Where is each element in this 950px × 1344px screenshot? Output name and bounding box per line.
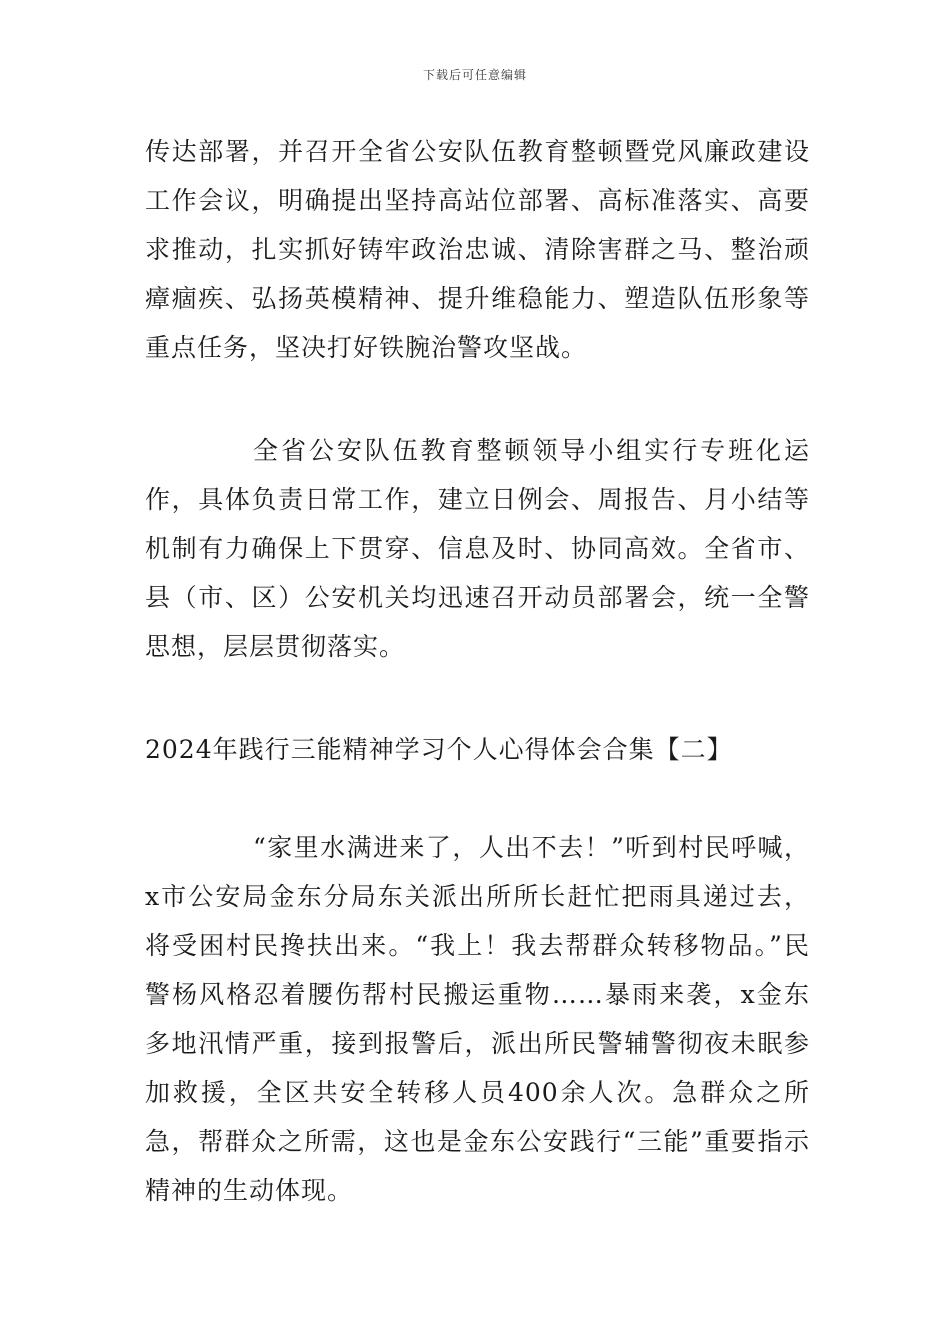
paragraph-flood-rescue: “家里水满进来了，人出不去！”听到村民呼喊，x市公安局金东分局东关派出所所长赶忙把雨具递过去，将受困村民搀扶出来。“我上！我去帮群众转移物品。”民警杨风格忍着腰伤帮村民搬运重物……暴雨来袭，x金东多地汛情严重，接到报警后，派出所民警辅警彻夜未眠参加救援，全区共安全转移人员400余人次。急群众之所急，帮群众之所需，这也是金东公安践行“三能”重要指示精神的生动体现。: [145, 833, 810, 1205]
section-heading: 2024年践行三能精神学习个人心得体会合集【二】: [145, 735, 733, 764]
paragraph-deployment: 传达部署，并召开全省公安队伍教育整顿暨党风廉政建设工作会议，明确提出坚持高站位部署、高标准落实、高要求推动，扎实抓好铸牢政治忠诚、清除害群之马、整治顽瘴痼疾、弘扬英模精神、提升维稳能力、塑造队伍形象等重点任务，坚决打好铁腕治警攻坚战。: [145, 137, 810, 362]
paragraph-leading-group: 全省公安队伍教育整顿领导小组实行专班化运作，具体负责日常工作，建立日例会、周报告、月小结等机制有力确保上下贯穿、信息及时、协同高效。全省市、县（市、区）公安机关均迅速召开动员部署会，统一全警思想，层层贯彻落实。: [145, 436, 810, 661]
page-header-note: 下载后可任意编辑: [422, 68, 527, 82]
